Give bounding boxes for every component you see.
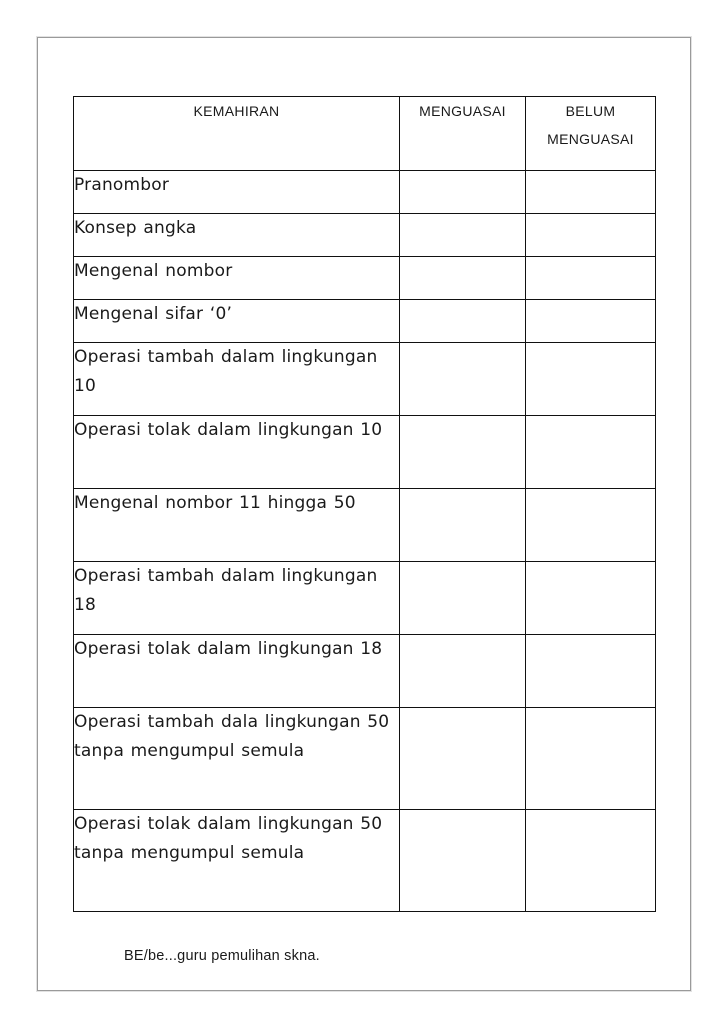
not-mastered-checkbox-cell[interactable]: [526, 416, 656, 489]
header-not-mastered-line2: MENGUASAI: [547, 131, 634, 147]
mastered-checkbox-cell[interactable]: [400, 489, 526, 562]
mastered-checkbox-cell[interactable]: [400, 708, 526, 810]
table-row: [74, 171, 656, 214]
table-row: [74, 257, 656, 300]
skill-cell: Mengenal nombor 11 hingga 50: [74, 489, 400, 562]
header-not-mastered: [526, 97, 656, 171]
skill-cell: Operasi tambah dalam lingkungan 18: [74, 562, 400, 635]
header-mastered: MENGUASAI: [400, 97, 526, 171]
mastered-checkbox-cell[interactable]: [400, 257, 526, 300]
mastered-checkbox-cell[interactable]: [400, 300, 526, 343]
skill-cell: Pranombor: [74, 171, 400, 214]
mastered-checkbox-cell[interactable]: [400, 562, 526, 635]
mastered-checkbox-cell[interactable]: [400, 214, 526, 257]
table-row: [74, 300, 656, 343]
not-mastered-checkbox-cell[interactable]: [526, 300, 656, 343]
table-row: [74, 810, 656, 912]
skill-cell: Operasi tolak dalam lingkungan 50 tanpa mengumpul semula: [74, 810, 400, 912]
table-row: [74, 416, 656, 489]
skill-cell: Operasi tolak dalam lingkungan 10: [74, 416, 400, 489]
table-row: [74, 708, 656, 810]
mastered-checkbox-cell[interactable]: [400, 416, 526, 489]
skill-cell: Operasi tolak dalam lingkungan 18: [74, 635, 400, 708]
table-header-row: [74, 97, 656, 171]
table-row: [74, 489, 656, 562]
skill-cell: Operasi tambah dala lingkungan 50 tanpa mengumpul semula: [74, 708, 400, 810]
skill-cell: Konsep angka: [74, 214, 400, 257]
table-row: [74, 214, 656, 257]
table-row: [74, 635, 656, 708]
mastered-checkbox-cell[interactable]: [400, 635, 526, 708]
footer-credit: BE/be...guru pemulihan skna.: [124, 948, 320, 964]
table-row: [74, 562, 656, 635]
skill-cell: Mengenal sifar ‘0’: [74, 300, 400, 343]
header-not-mastered-line1: BELUM: [565, 103, 616, 119]
mastered-checkbox-cell[interactable]: [400, 171, 526, 214]
skills-checklist-table: [73, 96, 656, 912]
not-mastered-checkbox-cell[interactable]: [526, 708, 656, 810]
skill-cell: Operasi tambah dalam lingkungan 10: [74, 343, 400, 416]
skill-cell: Mengenal nombor: [74, 257, 400, 300]
not-mastered-checkbox-cell[interactable]: [526, 214, 656, 257]
table-row: [74, 343, 656, 416]
not-mastered-checkbox-cell[interactable]: [526, 810, 656, 912]
not-mastered-checkbox-cell[interactable]: [526, 171, 656, 214]
not-mastered-checkbox-cell[interactable]: [526, 489, 656, 562]
not-mastered-checkbox-cell[interactable]: [526, 343, 656, 416]
mastered-checkbox-cell[interactable]: [400, 810, 526, 912]
not-mastered-checkbox-cell[interactable]: [526, 562, 656, 635]
header-skill: KEMAHIRAN: [74, 97, 400, 171]
not-mastered-checkbox-cell[interactable]: [526, 257, 656, 300]
not-mastered-checkbox-cell[interactable]: [526, 635, 656, 708]
mastered-checkbox-cell[interactable]: [400, 343, 526, 416]
